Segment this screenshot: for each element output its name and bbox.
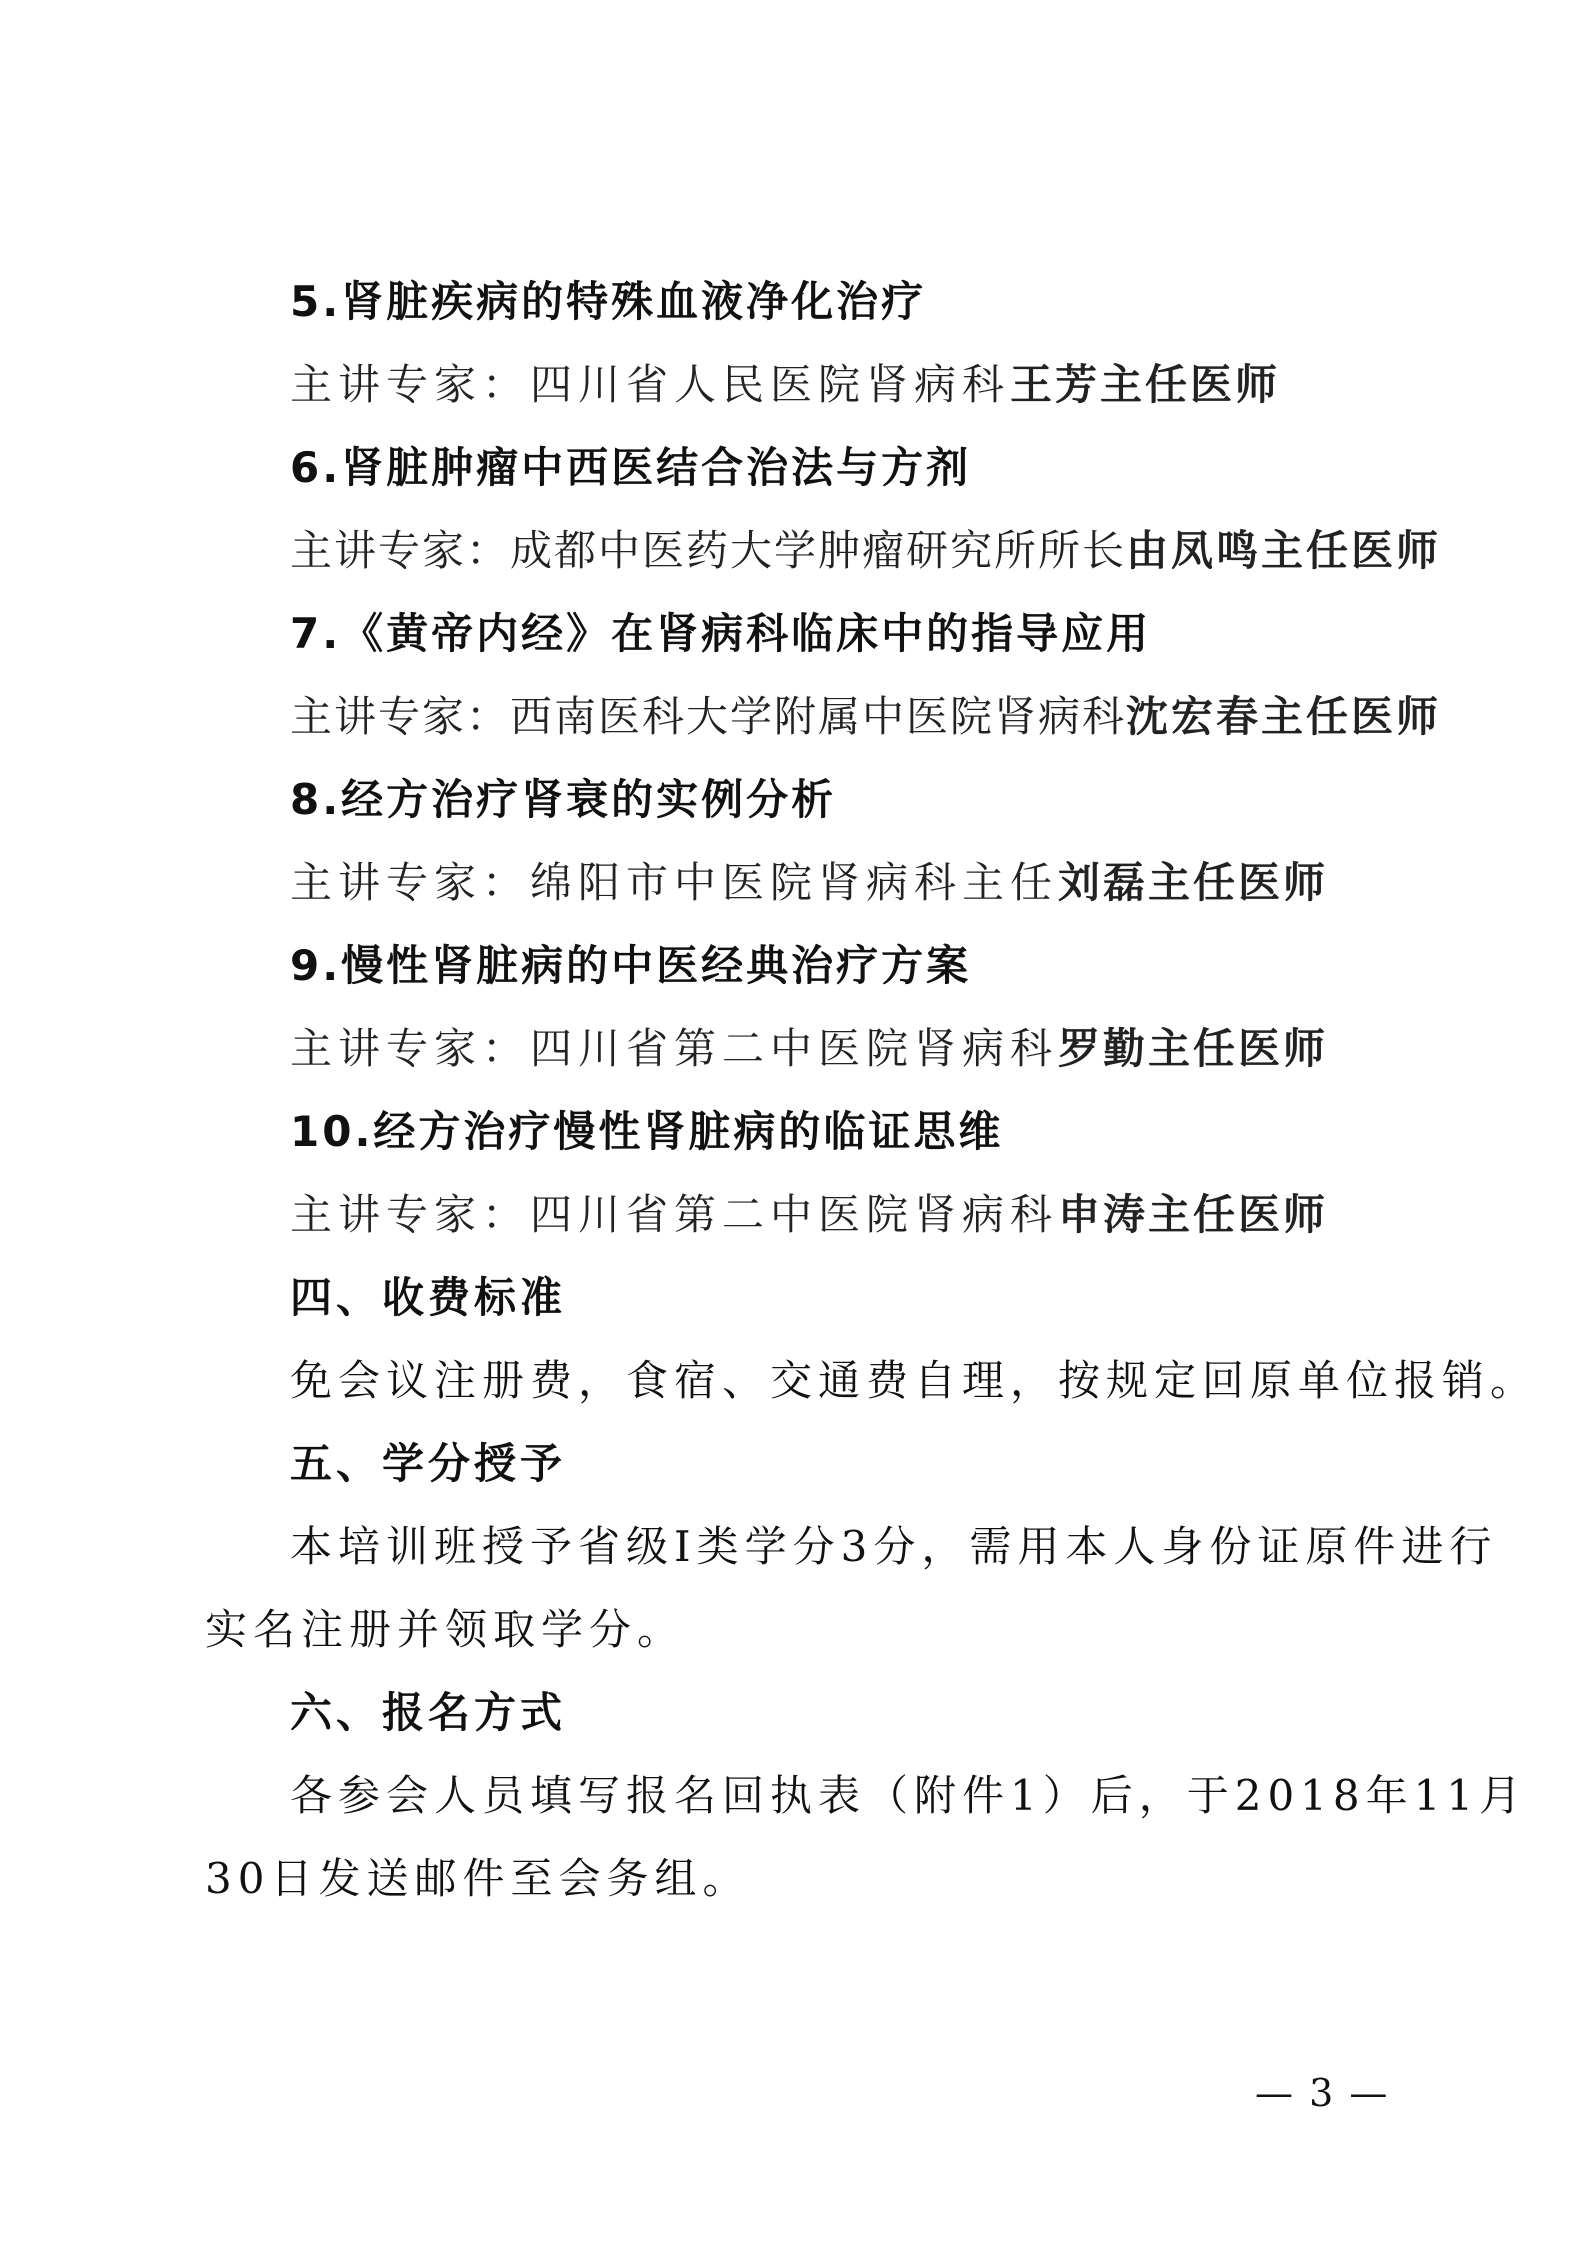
page-number: — 3 — (1255, 2071, 1390, 2115)
lecture-speaker (290, 1019, 1328, 1079)
section-heading-registration: 六、报名方式 (290, 1688, 567, 1737)
lecture-title: 10.经方治疗慢性肾脏病的临证思维 (290, 1107, 1004, 1156)
section-heading-credits: 五、学分授予 (290, 1439, 567, 1488)
credits-text-line2: 实名注册并领取学分。 (205, 1605, 686, 1654)
speaker-affiliation: 主讲专家：成都中医药大学肿瘤研究所所长 (290, 526, 1127, 575)
speaker-affiliation: 主讲专家：四川省人民医院肾病科 (290, 360, 1011, 409)
section-heading-fees: 四、收费标准 (290, 1273, 567, 1322)
lecture-speaker (290, 1185, 1328, 1245)
lecture-title: 9.慢性肾脏病的中医经典治疗方案 (290, 941, 972, 990)
speaker-affiliation: 主讲专家：四川省第二中医院肾病科 (290, 1190, 1059, 1239)
registration-text-line1: 各参会人员填写报名回执表（附件1）后，于2018年11月 (290, 1771, 1528, 1820)
speaker-affiliation: 主讲专家：西南医科大学附属中医院肾病科 (290, 692, 1127, 741)
fees-text: 免会议注册费，食宿、交通费自理，按规定回原单位报销。 (290, 1356, 1539, 1405)
lecture-speaker (290, 687, 1441, 747)
lecture-title: 6.肾脏肿瘤中西医结合治法与方剂 (290, 443, 972, 492)
registration-text-line2: 30日发送邮件至会务组。 (205, 1854, 751, 1903)
lecture-speaker (290, 521, 1441, 581)
credits-text-line1: 本培训班授予省级Ⅰ类学分3分，需用本人身份证原件进行 (290, 1522, 1498, 1571)
speaker-name: 由凤鸣主任医师 (1126, 526, 1442, 575)
lecture-title: 5.肾脏疾病的特殊血液净化治疗 (290, 277, 927, 326)
speaker-name: 刘磊主任医师 (1058, 858, 1329, 907)
lecture-speaker (290, 853, 1328, 913)
lecture-speaker (290, 355, 1280, 415)
speaker-name: 沈宏春主任医师 (1126, 692, 1442, 741)
speaker-affiliation: 主讲专家：四川省第二中医院肾病科 (290, 1024, 1059, 1073)
speaker-affiliation: 主讲专家：绵阳市中医院肾病科主任 (290, 858, 1059, 907)
lecture-title: 8.经方治疗肾衰的实例分析 (290, 775, 837, 824)
speaker-name: 申涛主任医师 (1058, 1190, 1329, 1239)
speaker-name: 王芳主任医师 (1010, 360, 1281, 409)
speaker-name: 罗勤主任医师 (1058, 1024, 1329, 1073)
lecture-title: 7.《黄帝内经》在肾病科临床中的指导应用 (290, 609, 1152, 658)
